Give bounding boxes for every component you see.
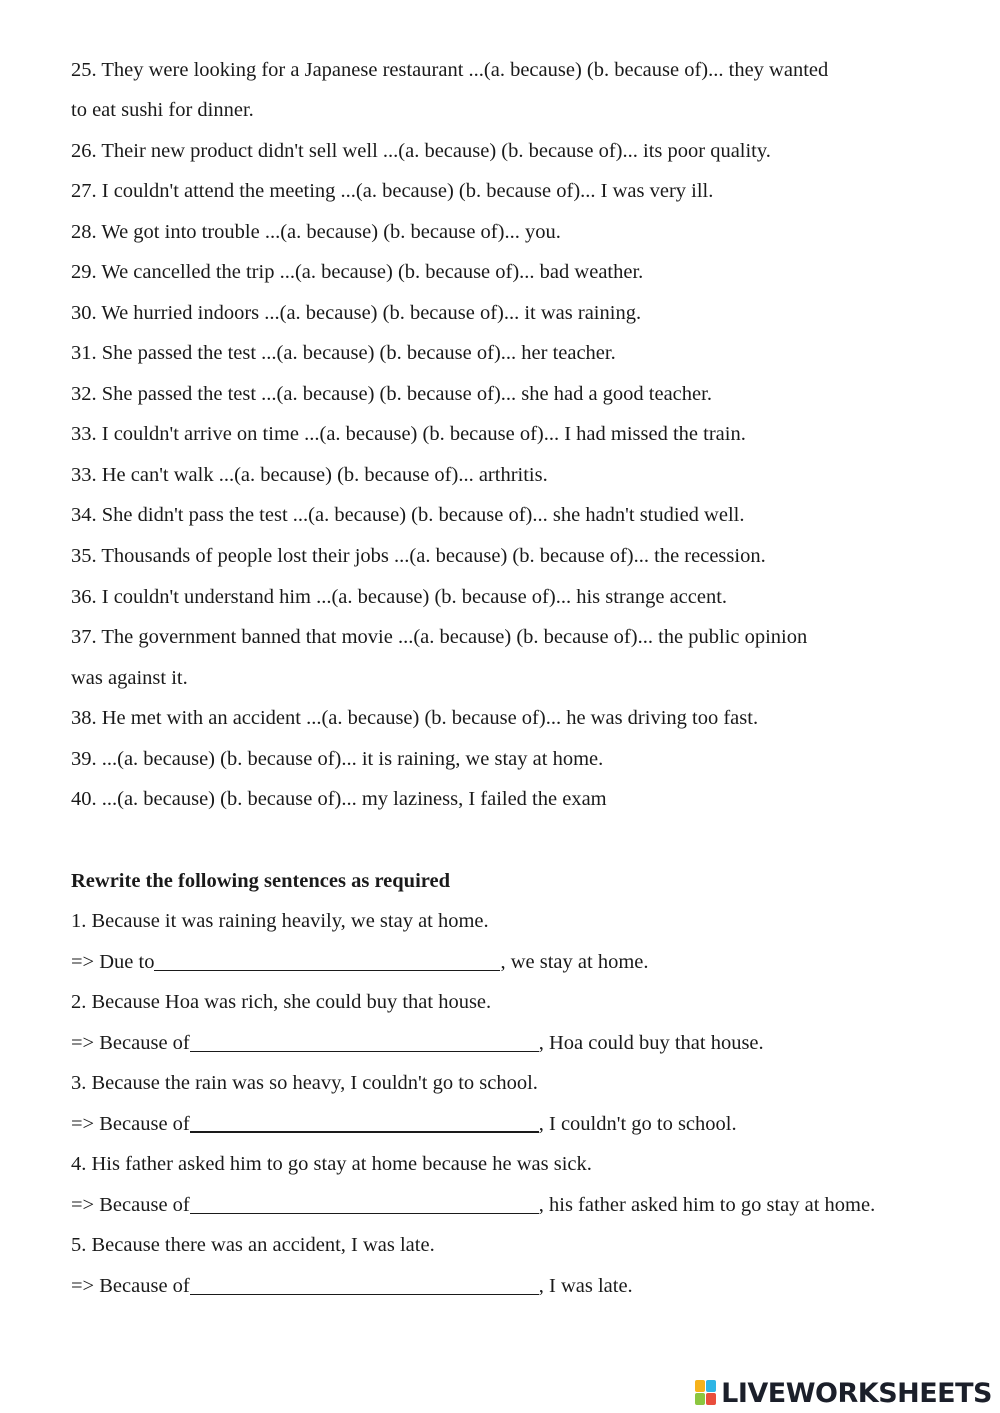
- logo-text: LIVEWORKSHEETS: [721, 1377, 992, 1409]
- exercise-item-28: 28. We got into trouble ...(a. because) (b. because of)... you.: [71, 221, 561, 243]
- rewrite-answer-3: [71, 1112, 737, 1136]
- exercise-item-34: 34. She didn't pass the test ...(a. because) (b. because of)... she hadn't studied well.: [71, 504, 745, 526]
- rewrite-sentence-5: 5. Because there was an accident, I was late.: [71, 1234, 435, 1256]
- answer-blank-1[interactable]: [154, 969, 500, 971]
- answer-prefix: => Because of: [71, 1113, 190, 1135]
- exercise-item-27: 27. I couldn't attend the meeting ...(a. because) (b. because of)... I was very ill.: [71, 180, 714, 202]
- exercise-item-38: 38. He met with an accident ...(a. because) (b. because of)... he was driving too fast.: [71, 707, 759, 729]
- liveworksheets-logo: [695, 1378, 992, 1408]
- exercise-item-40: 40. ...(a. because) (b. because of)... my laziness, I failed the exam: [71, 788, 607, 810]
- exercise-item-39: 39. ...(a. because) (b. because of)... it is raining, we stay at home.: [71, 748, 604, 770]
- exercise-item-37-cont: was against it.: [71, 667, 188, 689]
- exercise-item-25: 25. They were looking for a Japanese restaurant ...(a. because) (b. because of)... they wanted: [71, 59, 829, 81]
- answer-prefix: => Because of: [71, 1194, 190, 1216]
- rewrite-answer-2: [71, 1031, 764, 1055]
- rewrite-sentence-1: 1. Because it was raining heavily, we stay at home.: [71, 910, 489, 932]
- rewrite-answer-4: [71, 1193, 875, 1217]
- exercise-item-29: 29. We cancelled the trip ...(a. because) (b. because of)... bad weather.: [71, 261, 644, 283]
- liveworksheets-logo-icon: [695, 1380, 717, 1406]
- exercise-item-26: 26. Their new product didn't sell well ...(a. because) (b. because of)... its poor quality.: [71, 140, 771, 162]
- exercise-item-31: 31. She passed the test ...(a. because) (b. because of)... her teacher.: [71, 342, 616, 364]
- answer-prefix: => Because of: [71, 1275, 190, 1297]
- answer-prefix: => Due to: [71, 951, 155, 973]
- answer-suffix: , his father asked him to go stay at home.: [538, 1194, 876, 1216]
- exercise-item-33a: 33. I couldn't arrive on time ...(a. because) (b. because of)... I had missed the train.: [71, 423, 746, 445]
- answer-suffix: , I couldn't go to school.: [538, 1113, 737, 1135]
- answer-blank-3[interactable]: [190, 1130, 539, 1133]
- answer-suffix: , I was late.: [538, 1275, 633, 1297]
- answer-blank-5[interactable]: [190, 1293, 539, 1295]
- rewrite-answer-5: [71, 1274, 633, 1298]
- exercise-item-33b: 33. He can't walk ...(a. because) (b. because of)... arthritis.: [71, 464, 548, 486]
- rewrite-sentence-2: 2. Because Hoa was rich, she could buy that house.: [71, 991, 492, 1013]
- exercise-item-32: 32. She passed the test ...(a. because) (b. because of)... she had a good teacher.: [71, 383, 712, 405]
- rewrite-sentence-3: 3. Because the rain was so heavy, I couldn't go to school.: [71, 1072, 538, 1094]
- answer-suffix: , we stay at home.: [500, 951, 649, 973]
- rewrite-sentence-4: 4. His father asked him to go stay at home because he was sick.: [71, 1153, 592, 1175]
- answer-blank-4[interactable]: [190, 1212, 539, 1214]
- exercise-item-37: 37. The government banned that movie ...(a. because) (b. because of)... the public opinion: [71, 626, 808, 648]
- answer-blank-2[interactable]: [190, 1050, 539, 1052]
- answer-prefix: => Because of: [71, 1032, 190, 1054]
- answer-suffix: , Hoa could buy that house.: [538, 1032, 764, 1054]
- exercise-item-36: 36. I couldn't understand him ...(a. because) (b. because of)... his strange accent.: [71, 586, 728, 608]
- rewrite-answer-1: [71, 950, 649, 974]
- exercise-item-25-cont: to eat sushi for dinner.: [71, 99, 254, 121]
- exercise-item-35: 35. Thousands of people lost their jobs ...(a. because) (b. because of)... the recession.: [71, 545, 766, 567]
- section-heading: Rewrite the following sentences as required: [71, 870, 451, 892]
- exercise-item-30: 30. We hurried indoors ...(a. because) (b. because of)... it was raining.: [71, 302, 642, 324]
